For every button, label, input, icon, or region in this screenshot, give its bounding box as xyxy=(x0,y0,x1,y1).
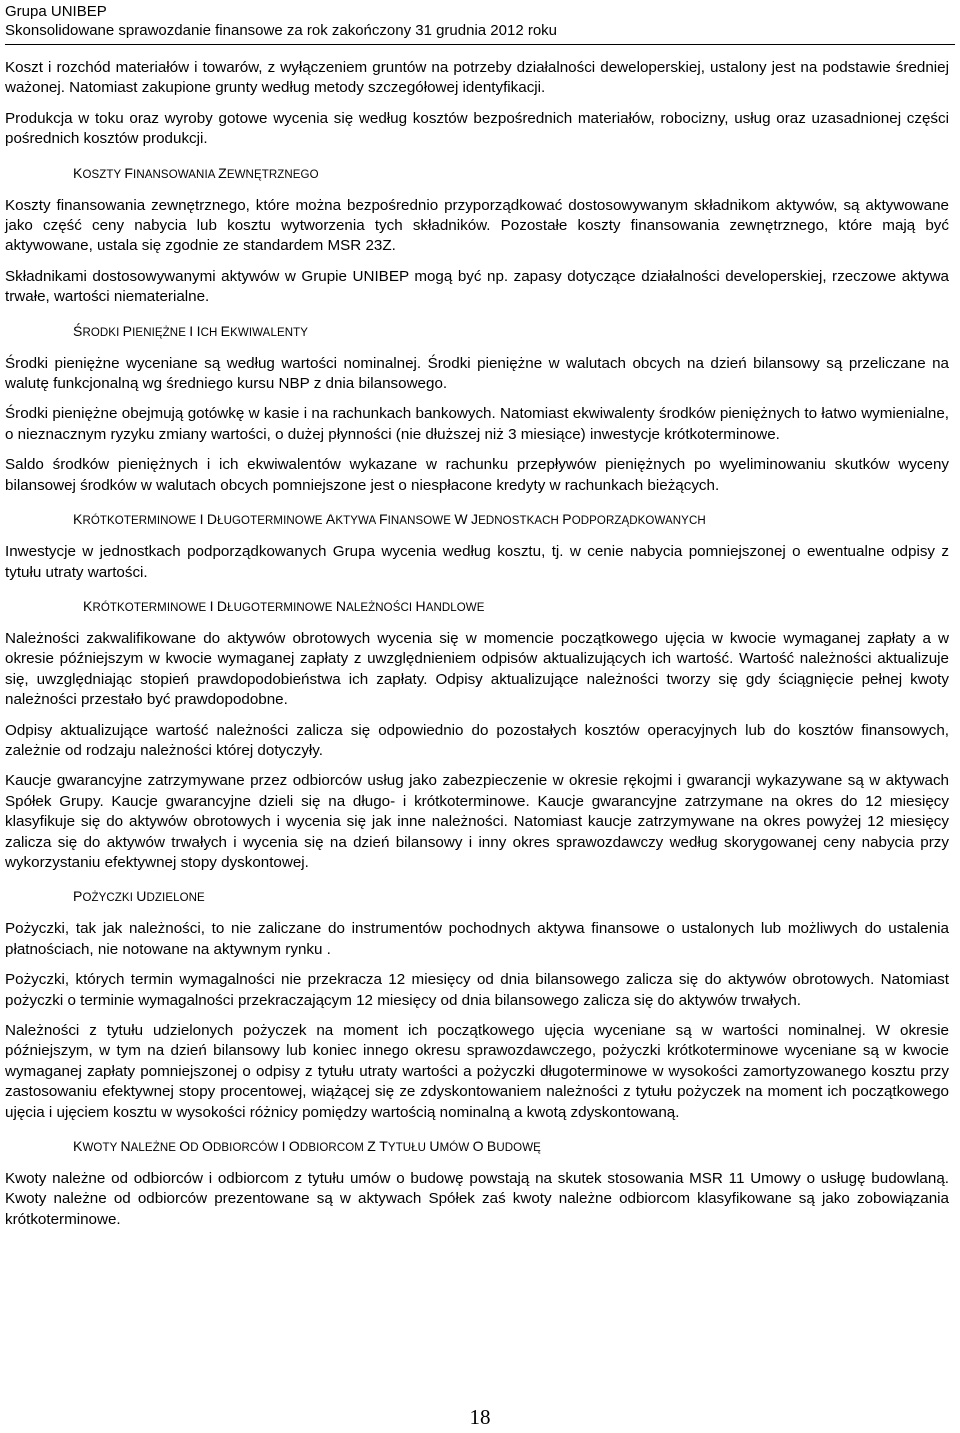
document-body xyxy=(5,58,949,1240)
section-heading-financial-assets: KRÓTKOTERMINOWE I DŁUGOTERMINOWE AKTYWA FINANSOWE W JEDNOSTKACH PODPORZĄDKOWANYCH xyxy=(73,511,706,528)
paragraph: Koszt i rozchód materiałów i towarów, z wyłączeniem gruntów na potrzeby działalności deweloperskiej, ustalony jest na podstawie średniej ważonej. Natomiast zakupione grunty według metody szczegółowej identyfikacji. xyxy=(5,59,949,97)
paragraph: Pożyczki, których termin wymagalności nie przekracza 12 miesięcy od dnia bilansowego zalicza się do aktywów obrotowych. Natomiast pożyczki o terminie wymagalności przekraczającym 12 miesięcy od dnia bilansowego zalicza się do aktywów trwałych. xyxy=(5,971,949,1009)
report-title: Skonsolidowane sprawozdanie finansowe za rok zakończony 31 grudnia 2012 roku xyxy=(5,22,558,39)
paragraph: Składnikami dostosowywanymi aktywów w Grupie UNIBEP mogą być np. zapasy dotyczące działalności developerskiej, rzeczowe aktywa trwałe, wartości niematerialne. xyxy=(5,267,949,306)
paragraph: Kwoty należne od odbiorców i odbiorcom z tytułu umów o budowę powstają na skutek stosowania MSR 11 Umowy o usługę budowlaną. Kwoty należne od odbiorców prezentowane są w aktywach Spółek zaś kwoty należne odbiorcom klasyfikowane są jako zobowiązania krótkoterminowe. xyxy=(5,1170,949,1228)
paragraph: Saldo środków pieniężnych i ich ekwiwalentów wykazane w rachunku przepływów pieniężnych po wyeliminowaniu skutków wyceny bilansowej środków w walutach obcych pomniejszone jest o niespłacone kredyty w rachunkach bieżących. xyxy=(5,456,949,494)
paragraph: Należności z tytułu udzielonych pożyczek na moment ich początkowego ujęcia wyceniane są w wartości nominalnej. W okresie późniejszym, w tym na dzień bilansowy lub koniec innego okresu sprawozdawczego, pożyczki krótkoterminowe wyceniane są w kwocie wymaganej zapłaty pomniejszonej o odpisy z tytułu utraty wartości a pożyczki długoterminowe w wysokości zamortyzowanego kosztu przy zastosowaniu efektywnej stopy procentowej, wiążącej się ze zdyskontowaniem należności z tytułu pożyczek na moment ich początkowego ujęcia i ujęciem kosztu w wysokości różnicy pomiędzy wartością nominalną a kwotą zdyskontowaną. xyxy=(5,1022,949,1121)
paragraph: Inwestycje w jednostkach podporządkowanych Grupa wycenia według kosztu, tj. w cenie nabycia pomniejszonej o ewentualne odpisy z tytułu utraty wartości. xyxy=(5,543,949,581)
paragraph: Pożyczki, tak jak należności, to nie zaliczane do instrumentów pochodnych aktywa finansowe o ustalonych lub możliwych do ustalenia płatnościach, nie notowane na aktywnym rynku . xyxy=(5,920,949,958)
section-heading-cash: ŚRODKI PIENIĘŻNE I ICH EKWIWALENTY xyxy=(73,322,309,339)
paragraph: Środki pieniężne obejmują gotówkę w kasie i na rachunkach bankowych. Natomiast ekwiwalenty środków pieniężnych to łatwo wymienialne, o nieznacznym ryzyku zmiany wartości, o dużej płynności (nie dłuższej niż 3 miesiące) inwestycje krótkoterminowe. xyxy=(5,405,949,443)
company-name: Grupa UNIBEP xyxy=(5,3,107,20)
header-rule xyxy=(5,44,955,45)
paragraph: Kaucje gwarancyjne zatrzymywane przez odbiorców usług jako zabezpieczenie w okresie rękojmi i gwarancji wykazywane są w aktywach Spółek Grupy. Kaucje gwarancyjne dzieli się na długo- i krótkoterminowe. Kaucje gwarancyjne zatrzymane na okres do 12 miesięcy klasyfikuje się do aktywów obrotowych i wycenia się jak inne należności. Natomiast kaucje zatrzymywane na okres powyżej 12 miesięcy zalicza się do aktywów trwałych i wycenia się na dzień bilansowy i inny okres sprawozdawczy według skorygowanej ceny nabycia przy wykorzystaniu efektywnej stopy dyskontowej. xyxy=(5,772,949,871)
page-header xyxy=(5,2,955,40)
paragraph: Należności zakwalifikowane do aktywów obrotowych wycenia się w momencie początkowego ujęcia w kwocie wymaganej zapłaty a w okresie późniejszym w kwocie wymaganej zapłaty z uwzględnieniem odpisów aktualizujących ich wartość. Wartość należności aktualizuje się, uwzględniając stopień prawdopodobieństwa ich zapłaty. Odpisy aktualizujące należności tworzy się gdy ściągnięcie pełnej kwoty należności przestało być prawdopodobne. xyxy=(5,629,949,709)
paragraph: Odpisy aktualizujące wartość należności zalicza się odpowiednio do pozostałych kosztów operacyjnych lub do kosztów finansowych, zależnie od rodzaju należności której dotyczyły. xyxy=(5,721,949,759)
paragraph: Produkcja w toku oraz wyroby gotowe wycenia się według kosztów bezpośrednich materiałów, robocizny, usług oraz uzasadnionej części pośrednich kosztów produkcji. xyxy=(5,109,949,148)
page-number: 18 xyxy=(469,1405,491,1429)
paragraph: Koszty finansowania zewnętrznego, które można bezpośrednio przyporządkować dostosowywanym składnikom aktywów, są aktywowane jako część ceny nabycia lub kosztu wytworzenia tych składników. Pozostałe koszty finansowania zewnętrznego, które mają być aktywowane, ustala się zgodnie ze standardem MSR 23Z. xyxy=(5,196,949,255)
section-heading-construction-contracts: KWOTY NALEŻNE OD ODBIORCÓW I ODBIORCOM Z TYTUŁU UMÓW O BUDOWĘ xyxy=(73,1138,541,1155)
section-heading-financing-costs: KOSZTY FINANSOWANIA ZEWNĘTRZNEGO xyxy=(73,164,319,181)
section-heading-loans: POŻYCZKI UDZIELONE xyxy=(73,888,205,905)
section-heading-trade-receivables: KRÓTKOTERMINOWE I DŁUGOTERMINOWE NALEŻNOŚCI HANDLOWE xyxy=(83,597,485,614)
paragraph: Środki pieniężne wyceniane są według wartości nominalnej. Środki pieniężne w walutach obcych na dzień bilansowy są przeliczane na walutę funkcjonalną wg średniego kursu NBP z dnia bilansowego. xyxy=(5,354,949,393)
